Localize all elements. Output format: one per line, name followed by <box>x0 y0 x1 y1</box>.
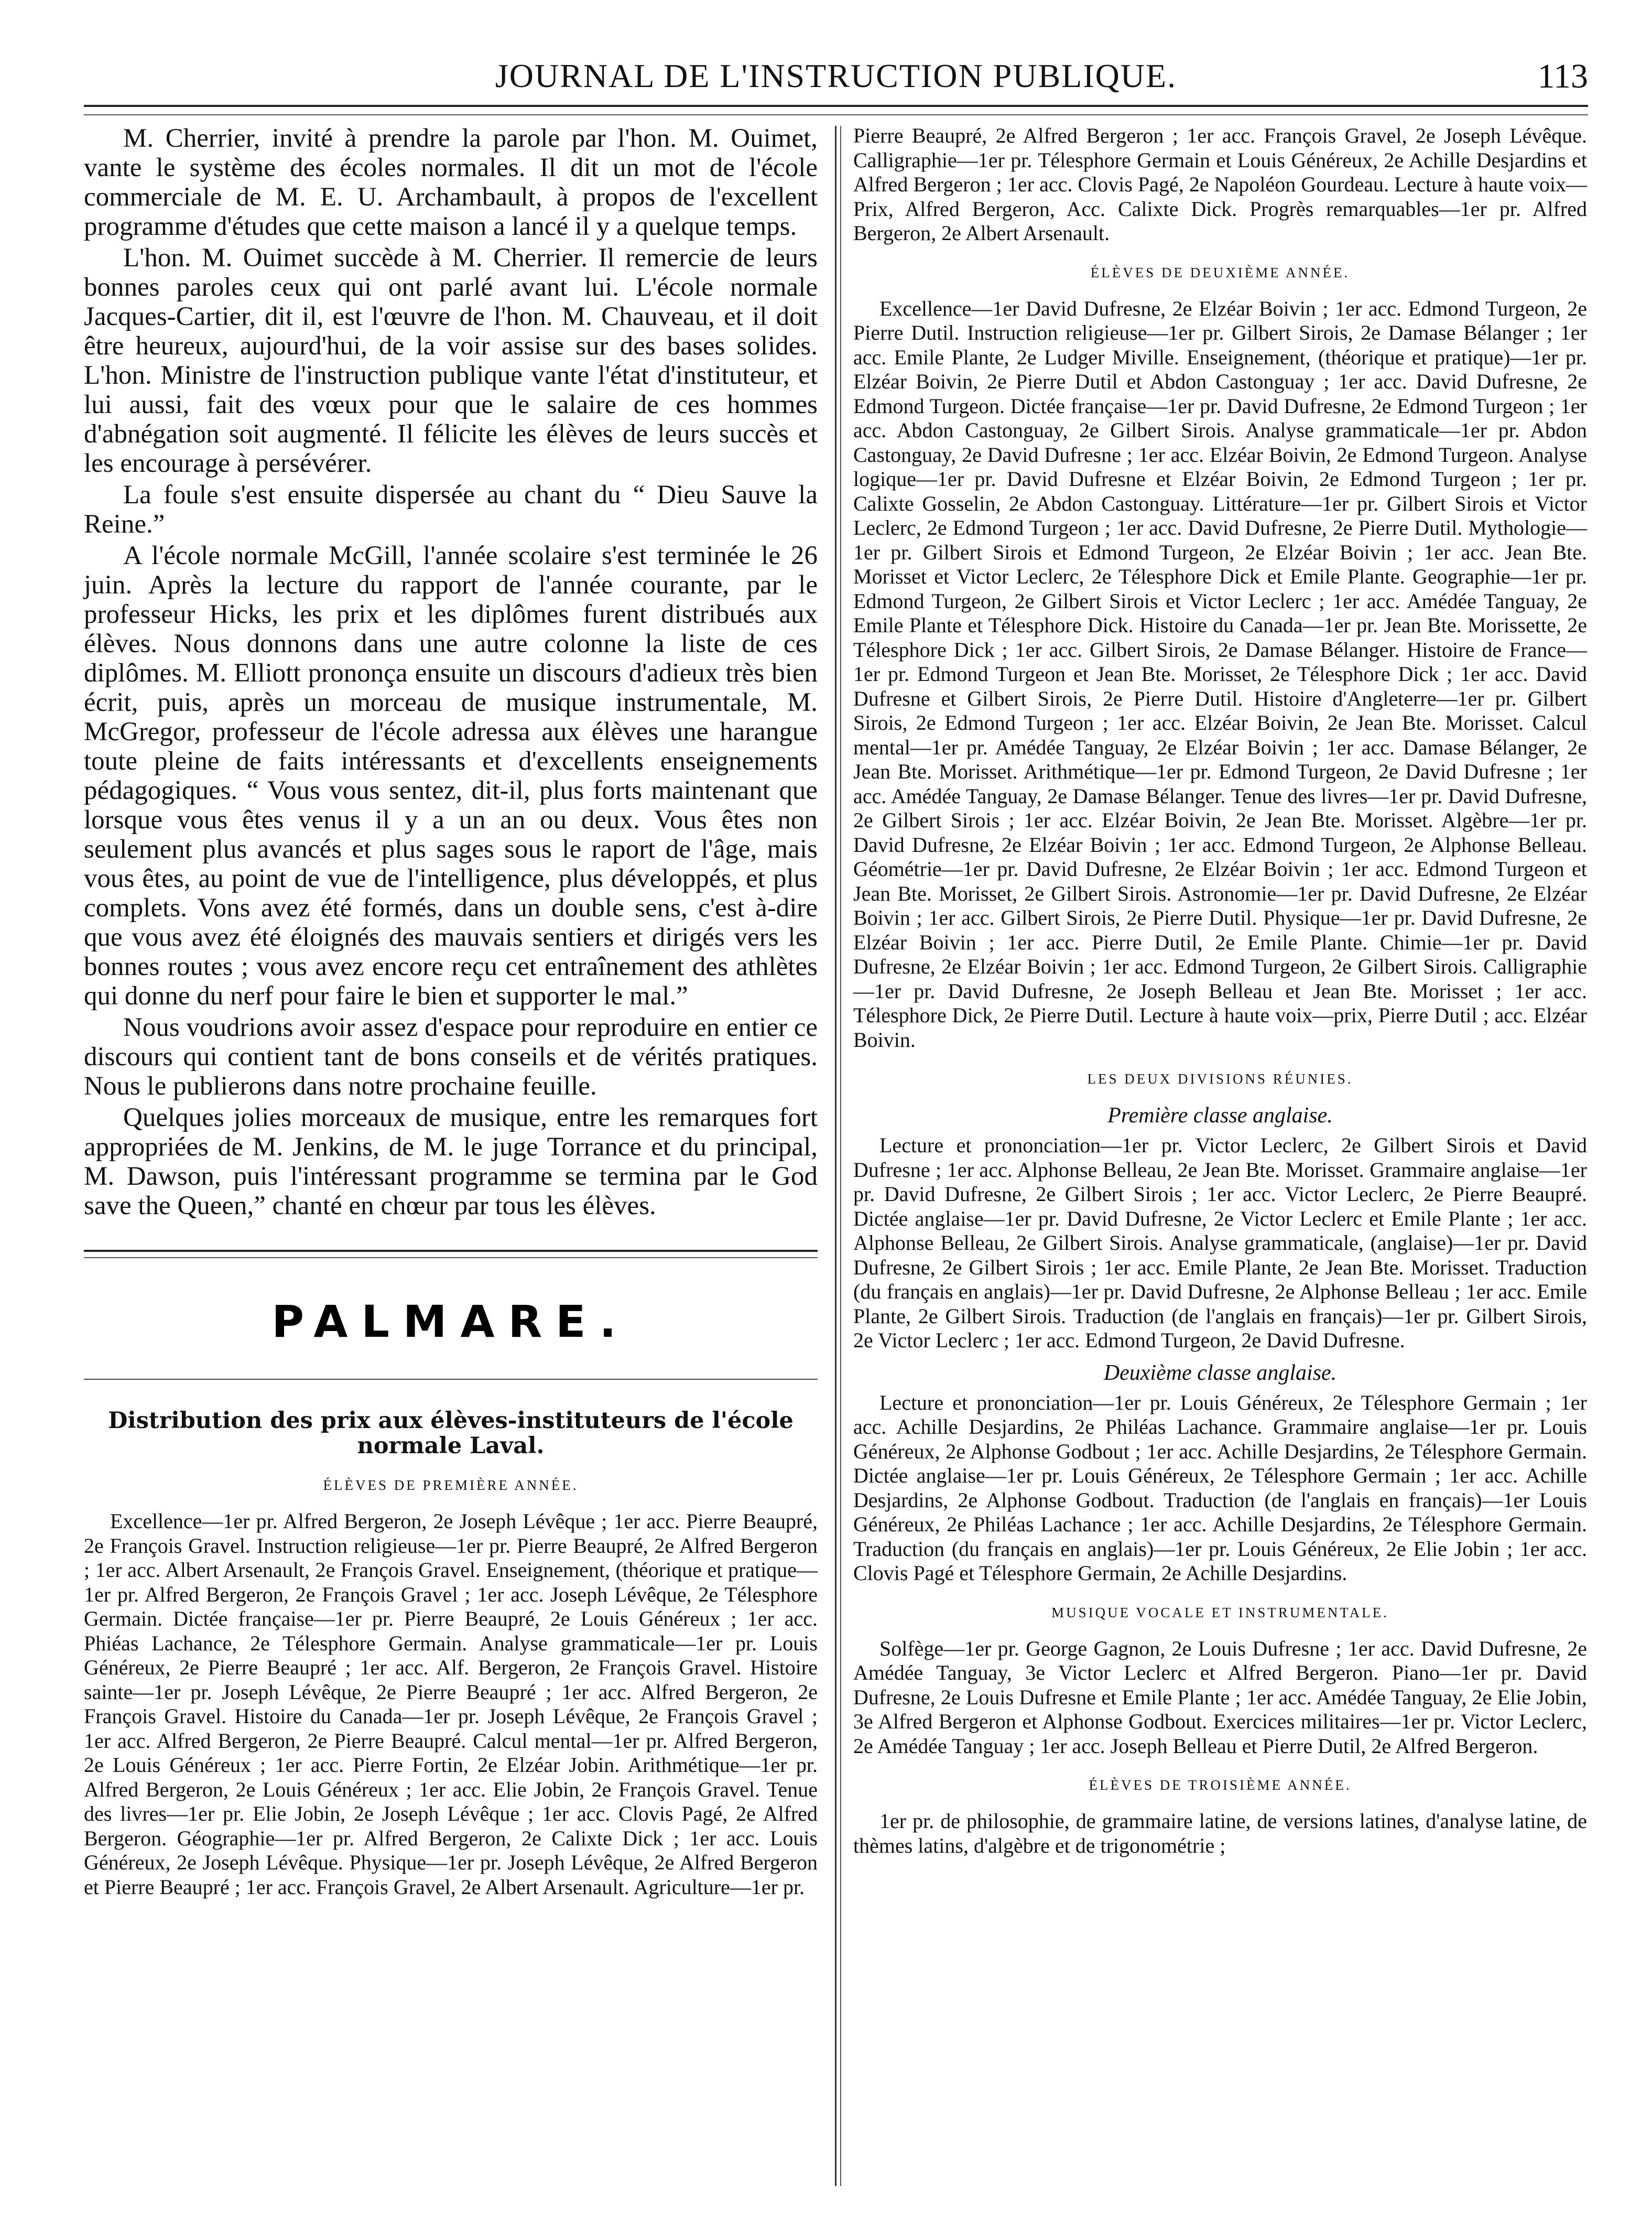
journal-title: JOURNAL DE L'INSTRUCTION PUBLIQUE. <box>495 57 1177 94</box>
second-english-class-heading: Deuxième classe anglaise. <box>1103 1360 1337 1385</box>
paragraph: Quelques jolies morceaux de musique, entre les remarques fort appropriées de M. Jenkins, de M. le juge Torrance et du principal, M. Dawson, puis l'intéressant programme se termina par le God save the Queen,” chanté en chœur par tous les élèves. <box>84 1103 818 1220</box>
prize-list: Excellence—1er pr. Alfred Bergeron, 2e Joseph Lévêque ; 1er acc. Pierre Beaupré, 2e François Gravel. Instruction religieuse—1er pr. Pierre Beaupré, 2e Alfred Bergeron ; 1er acc. Albert Arsenault, 2e François Gravel. Enseignement, (théorique et pratique—1er pr. Alfred Bergeron, 2e François Gravel ; 1er acc. Joseph Lévêque, 2e Télesphore Germain. Dictée française—1er pr. Pierre Beaupré, 2e Louis Généreux ; 1er acc. Phiéas Lachance, 2e Télesphore Germain. Analyse grammaticale—1er pr. Louis Généreux, 2e Pierre Beaupré ; 1er acc. Alf. Bergeron, 2e François Gravel. Histoire sainte—1er pr. Joseph Lévêque, 2e Pierre Beaupré ; 1er acc. Alfred Bergeron, 2e François Gravel. Histoire du Canada—1er pr. Joseph Lévêque, 2e François Gravel ; 1er acc. Alfred Bergeron, 2e Pierre Beaupré. Calcul mental—1er pr. Alfred Bergeron, 2e Louis Généreux ; 1er acc. Pierre Fortin, 2e Elzéar Jobin. Arithmétique—1er pr. Alfred Bergeron, 2e Louis Généreux ; 1er acc. Elie Jobin, 2e François Gravel. Tenue des livres—1er pr. Elie Jobin, 2e Joseph Lévêque ; 1er acc. Clovis Pagé, 2e Alfred Bergeron. Géographie—1er pr. Alfred Bergeron, 2e Calixte Dick ; 1er acc. Louis Généreux, 2e Joseph Lévêque. Physique—1er pr. Joseph Lévêque, 2e Alfred Bergeron et Pierre Beaupré ; 1er acc. François Gravel, 2e Albert Arsenault. Agriculture—1er pr. <box>84 1509 818 1899</box>
prize-list: 1er pr. de philosophie, de grammaire latine, de versions latines, d'analyse latine, de thèmes latins, d'algèbre et de trigonométrie ; <box>853 1809 1587 1857</box>
third-year-heading: ÉLÈVES DE TROISIÈME ANNÉE. <box>1089 1777 1352 1793</box>
column-divider <box>835 126 836 2186</box>
prize-list: Lecture et prononciation—1er pr. Louis Généreux, 2e Télesphore Germain ; 1er acc. Achille Desjardins, 2e Philéas Lachance. Grammaire anglaise—1er pr. Louis Généreux, 2e Alphonse Godbout ; 1er acc. Achille Desjardins, 2e Télesphore Germain. Dictée anglaise—1er pr. Louis Généreux, 2e Télesphore Germain ; 1er acc. Achille Desjardins, 2e Alphonse Godbout. Traduction (de l'anglais en français)—1er Louis Généreux, 2e Philéas Lachance ; 1er acc. Achille Desjardins, 2e Télesphore Germain. Traduction (du français en anglais)—1er pr. Louis Généreux, 2e Elie Jobin ; 1er acc. Clovis Pagé et Télesphore Germain, 2e Achille Desjardins. <box>853 1390 1587 1585</box>
header-rule <box>84 105 1588 107</box>
second-english-prizes <box>853 1391 1587 1586</box>
second-year-heading: ÉLÈVES DE DEUXIÈME ANNÉE. <box>1090 264 1350 280</box>
first-year-prizes <box>84 1509 818 1899</box>
article-text <box>84 124 818 1220</box>
distribution-title: Distribution des prix aux élèves-instituteurs de l'école normale Laval. <box>108 1408 794 1459</box>
music-heading: MUSIQUE VOCALE ET INSTRUMENTALE. <box>1051 1604 1389 1620</box>
prize-list: Solfège—1er pr. George Gagnon, 2e Louis Dufresne ; 1er acc. David Dufresne, 2e Amédée Tanguay, 3e Victor Leclerc et Alfred Bergeron. Piano—1er pr. David Dufresne, 2e Louis Dufresne et Emile Plante ; 1er acc. Amédée Tanguay, 2e Elie Jobin, 3e Alfred Bergeron et Alphonse Godbout. Exercices militaires—1er pr. Victor Leclerc, 2e Amédée Tanguay ; 1er acc. Joseph Belleau et Pierre Dutil, 2e Alfred Bergeron. <box>853 1636 1587 1758</box>
column-divider-secondary <box>840 126 841 2186</box>
paragraph: M. Cherrier, invité à prendre la parole par l'hon. M. Ouimet, vante le système des écoles normales. Il dit un mot de l'école commerciale de M. E. U. Archambault, à propos de l'excellent programme d'études que cette maison a lancé il y a quelque temps. <box>84 124 818 241</box>
prize-list: Pierre Beaupré, 2e Alfred Bergeron ; 1er acc. François Gravel, 2e Joseph Lévêque. Calligraphie—1er pr. Télesphore Germain et Louis Généreux, 2e Achille Desjardins et Alfred Bergeron ; 1er acc. Clovis Pagé, 2e Napoléon Gourdeau. Lecture à haute voix—Prix, Alfred Bergeron, Acc. Calixte Dick. Progrès remarquables—1er pr. Alfred Bergeron, 2e Albert Arsenault. <box>853 124 1587 245</box>
right-column <box>853 124 1587 1861</box>
first-year-heading: ÉLÈVES DE PREMIÈRE ANNÉE. <box>323 1477 579 1493</box>
palmare-rule <box>84 1379 818 1380</box>
music-prizes <box>853 1637 1587 1759</box>
section-divider <box>84 1250 818 1258</box>
paragraph: L'hon. M. Ouimet succède à M. Cherrier. Il remercie de leurs bonnes paroles ceux qui ont parlé avant lui. L'école normale Jacques-Cartier, dit il, est l'œuvre de l'hon. M. Chauveau, et il doit être heureux, aujourd'hui, de la voir assise sur des bases solides. L'hon. Ministre de l'instruction publique vante l'état d'instituteur, et lui aussi, fait des vœux pour que le salaire de ces hommes d'abnégation soit augmenté. Il félicite les élèves de leurs succès et les encourage à persévérer. <box>84 243 818 478</box>
prize-list: Excellence—1er David Dufresne, 2e Elzéar Boivin ; 1er acc. Edmond Turgeon, 2e Pierre Dutil. Instruction religieuse—1er pr. Gilbert Sirois, 2e Damase Bélanger ; 1er acc. Emile Plante, 2e Ludger Miville. Enseignement, (théorique et pratique)—1er pr. Elzéar Boivin, 2e Pierre Dutil et Abdon Castonguay ; 1er acc. David Dufresne, 2e Edmond Turgeon. Dictée française—1er pr. David Dufresne, 2e Edmond Turgeon ; 1er acc. Abdon Castonguay, 2e Gilbert Sirois. Analyse grammaticale—1er pr. Abdon Castonguay, 2e David Dufresne ; 1er acc. Elzéar Boivin, 2e Edmond Turgeon. Analyse logique—1er pr. David Dufresne et Elzéar Boivin, 2e Edmond Turgeon ; 1er pr. Calixte Gosselin, 2e Abdon Castonguay. Littérature—1er pr. Gilbert Sirois et Victor Leclerc, 2e Edmond Turgeon ; 1er acc. David Dufresne, 2e Pierre Dutil. Mythologie—1er pr. Gilbert Sirois et Edmond Turgeon, 2e Elzéar Boivin ; 1er acc. Jean Bte. Morisset et Victor Leclerc, 2e Télesphore Dick et Emile Plante. Geographie—1er pr. Edmond Turgeon, 2e Gilbert Sirois et Victor Leclerc ; 1er acc. Amédée Tanguay, 2e Emile Plante et Télesphore Dick. Histoire du Canada—1er pr. Jean Bte. Morissette, 2e Télesphore Dick ; 1er acc. Gilbert Sirois, 2e Damase Bélanger. Histoire de France—1er pr. Edmond Turgeon et Jean Bte. Morisset, 2e Télesphore Dick ; 1er acc. David Dufresne et Gilbert Sirois, 2e Pierre Dutil. Histoire d'Angleterre—1er pr. Gilbert Sirois, 2e Edmond Turgeon ; 1er acc. Elzéar Boivin, 2e Jean Bte. Morisset. Calcul mental—1er pr. Amédée Tanguay, 2e Elzéar Boivin ; 1er acc. Damase Bélanger, 2e Jean Bte. Morisset. Arithmétique—1er pr. Edmond Turgeon, 2e David Dufresne ; 1er acc. Amédée Tanguay, 2e Damase Bélanger. Tenue des livres—1er pr. David Dufresne, 2e Gilbert Sirois ; 1er acc. Elzéar Boivin, 2e Jean Bte. Morisset. Algèbre—1er pr. David Dufresne, 2e Elzéar Boivin ; 1er acc. Edmond Turgeon, 2e Alphonse Belleau. Géométrie—1er pr. David Dufresne, 2e Elzéar Boivin ; 1er acc. Edmond Turgeon et Jean Bte. Morisset, 2e Gilbert Sirois. Astronomie—1er pr. David Dufresne, 2e Elzéar Boivin ; 1er acc. Gilbert Sirois, 2e Pierre Dutil. Physique—1er pr. David Dufresne, 2e Elzéar Boivin ; 1er acc. Pierre Dutil, 2e Emile Plante. Chimie—1er pr. David Dufresne, 2e Elzéar Boivin ; 1er acc. Edmond Turgeon, 2e Gilbert Sirois. Calligraphie—1er pr. David Dufresne, 2e Joseph Belleau et Jean Bte. Morisset ; 1er acc. Télesphore Dick, 2e Pierre Dutil. Lecture à haute voix—prix, Pierre Dutil ; acc. Elzéar Boivin. <box>853 296 1587 1052</box>
first-english-class-heading: Première classe anglaise. <box>1107 1104 1333 1128</box>
continued-prizes <box>853 124 1587 246</box>
second-year-prizes <box>853 297 1587 1053</box>
left-column <box>84 124 818 1902</box>
paragraph: La foule s'est ensuite dispersée au chant du “ Dieu Sauve la Reine.” <box>84 480 818 539</box>
page-header <box>84 52 1588 100</box>
prize-list: Lecture et prononciation—1er pr. Victor Leclerc, 2e Gilbert Sirois et David Dufresne ; 1er acc. Alphonse Belleau, 2e Jean Bte. Morisset. Grammaire anglaise—1er pr. David Dufresne, 2e Gilbert Sirois ; 1er acc. Victor Leclerc, 2e Pierre Beaupré. Dictée anglaise—1er pr. David Dufresne, 2e Victor Leclerc et Emile Plante ; 1er acc. Alphonse Belleau, 2e Gilbert Sirois. Analyse grammaticale, (anglaise)—1er pr. David Dufresne, 2e Gilbert Sirois ; 1er acc. Emile Plante, 2e Jean Bte. Morisset. Traduction (du français en anglais)—1er pr. David Dufresne, 2e Alphonse Belleau ; 1er acc. Emile Plante, 2e Gilbert Sirois. Traduction (de l'anglais en français)—1er pr. Gilbert Sirois, 2e Victor Leclerc ; 1er acc. Edmond Turgeon, 2e David Dufresne. <box>853 1133 1587 1352</box>
first-english-prizes <box>853 1133 1587 1353</box>
paragraph: Nous voudrions avoir assez d'espace pour reproduire en entier ce discours qui contient tant de bons conseils et de vérités pratiques. Nous le publierons dans notre prochaine feuille. <box>84 1013 818 1101</box>
palmare-heading: PALMARE. <box>271 1296 630 1347</box>
third-year-prizes <box>853 1809 1587 1858</box>
paragraph: A l'école normale McGill, l'année scolaire s'est terminée le 26 juin. Après la lecture du rapport de l'année courante, par le professeur Hicks, les prix et les diplômes furent distribués aux élèves. Nous donnons dans une autre colonne la liste de ces diplômes. M. Elliott prononça ensuite un discours d'adieux très bien écrit, puis, après un morceau de musique instrumentale, M. McGregor, professeur de l'école adressa aux élèves une harangue toute pleine de faits intéressants et d'excellents enseignements pédagogiques. “ Vous vous sentez, dit-il, plus forts maintenant que lorsque vous êtes venus il y a un an ou deux. Vous êtes non seulement plus avancés et plus sages sous le raport de l'âge, mais vous êtes, au point de vue de l'intelligence, plus développés, et plus complets. Vons avez été formés, dans un double sens, c'est à-dire que vous avez été éloignés des mauvais sentiers et dirigés vers les bonnes routes ; vous avez encore reçu cet entraînement des athlètes qui donne du nerf pour faire le bien et supporter le mal.” <box>84 541 818 1011</box>
united-divisions-heading: LES DEUX DIVISIONS RÉUNIES. <box>1087 1071 1353 1087</box>
page-number: 113 <box>1537 57 1588 95</box>
header-rule-secondary <box>84 114 1588 115</box>
